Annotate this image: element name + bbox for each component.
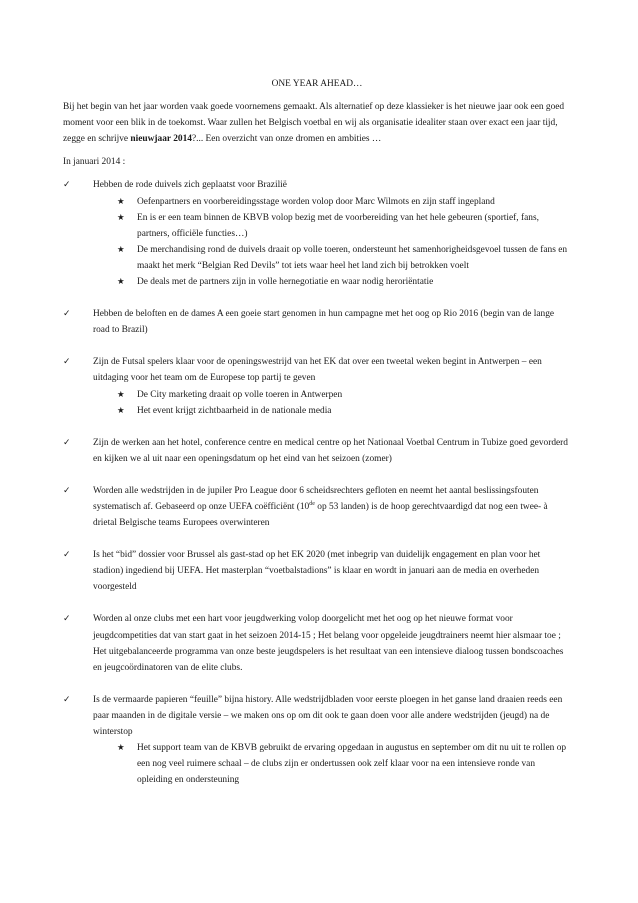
list-item-text: Hebben de beloften en de dames A een goeie start genomen in hun campagne met het oog op Rio 2016 (begin van de lange road to Brazil)	[93, 309, 555, 336]
ambitions-list	[63, 177, 571, 788]
intro-paragraph	[63, 99, 571, 147]
sub-list-item	[117, 242, 571, 274]
star-icon: ★	[117, 212, 125, 223]
sub-list-item	[117, 194, 571, 210]
sub-list-item-text: Het support team van de KBVB gebruikt de ervaring opgedaan in augustus en september om dit nu uit te rollen op een nog veel ruimere schaal – de clubs zijn er ondertussen ook zelf klaar voor na een intensieve ronde van opleiding en ondersteuning	[137, 743, 567, 786]
sub-list-item-text: En is er een team binnen de KBVB volop bezig met de voorbereiding van het hele gebeuren (sportief, fans, partners, officiële functies…)	[137, 212, 539, 239]
list-item	[63, 483, 571, 531]
check-icon: ✓	[63, 614, 71, 625]
sub-list-item	[117, 403, 571, 419]
sub-list-item-text: Het event krijgt zichtbaarheid in de nationale media	[137, 405, 332, 416]
star-icon: ★	[117, 244, 125, 255]
check-icon: ✓	[63, 309, 71, 320]
list-item	[63, 177, 571, 290]
intro-bold-text: nieuwjaar 2014	[130, 134, 192, 145]
sub-list-item-text: De City marketing draait op volle toeren in Antwerpen	[137, 389, 343, 400]
check-icon: ✓	[63, 694, 71, 705]
star-icon: ★	[117, 389, 125, 400]
star-icon: ★	[117, 743, 125, 754]
star-icon: ★	[117, 405, 125, 416]
sub-list	[93, 387, 571, 419]
list-item-text: Zijn de werken aan het hotel, conference centre en medical centre op het Nationaal Voetbal Centrum in Tubize goed gevorderd en kijken we al uit naar een openingsdatum op het eind van het seizoen (zomer)	[93, 437, 568, 464]
list-item	[63, 354, 571, 418]
list-item-text: Hebben de rode duivels zich geplaatst voor Brazilië	[93, 180, 287, 191]
check-icon: ✓	[63, 180, 71, 191]
star-icon: ★	[117, 277, 125, 288]
list-item-text: Worden al onze clubs met een hart voor jeugdwerking volop doorgelicht met het oog op het nieuwe format voor jeugdcompetities dat van start gaat in het seizoen 2014-15 ; Het belang voor opgeleide jeugdtrainers neemt hier alsmaar toe ; Het uitgebalanceerde programma van onze beste jeugdspelers is het resultaat van een intensieve dialoog tussen bondscoaches en jeugcoördinatoren van de elite clubs.	[93, 614, 564, 673]
list-item-text: Zijn de Futsal spelers klaar voor de openingswestrijd van het EK dat over een tweetal weken begint in Antwerpen – een uitdaging voor het team om de Europese top partij te geven	[93, 357, 542, 384]
sub-list	[93, 194, 571, 291]
superscript-text: de	[309, 500, 315, 507]
intro-text-end: ?... Een overzicht van onze dromen en ambities …	[191, 134, 382, 145]
list-item	[63, 692, 571, 789]
sub-list-item	[117, 740, 571, 788]
list-item-text-end: op 53 landen) is de hoop gerechtvaardigd dat nog een twee- à drietal Belgische teams Europees overwinteren	[93, 501, 548, 529]
sub-list-item	[117, 387, 571, 403]
list-item	[63, 611, 571, 675]
list-item-text-start: Worden alle wedstrijden in de jupiler Pro League door 6 scheidsrechters gefloten en neemt het aantal beslissingsfouten systematisch af. Gebaseerd op onze UEFA coëfficiënt (10	[93, 485, 539, 512]
sub-list-item-text: De merchandising rond de duivels draait op volle toeren, ondersteunt het samenhorigheidsgevoel tussen de fans en maakt het merk “Belgian Red Devils” tot iets waar heel het land zich bij betrokken voelt	[137, 244, 568, 271]
check-icon: ✓	[63, 485, 71, 496]
list-item-text	[93, 486, 548, 528]
sub-list-item	[117, 210, 571, 242]
list-item-text: Is de vermaarde papieren “feuille” bijna history. Alle wedstrijdbladen voor eerste ploegen in het ganse land draaien reeds een paar maanden in de digitale versie – we maken ons op om dit ook te gaan doen voor alle andere wedstrijden (jeugd) na de winterstop	[93, 694, 563, 737]
star-icon: ★	[117, 196, 125, 207]
document-page	[63, 76, 571, 804]
intro-text: Bij het begin van het jaar worden vaak goede voornemens gemaakt. Als alternatief op deze klassieker is het nieuwe jaar ook een goed moment voor een blik in de toekomst. Waar zullen het Belgisch voetbal en wij als organisatie idealiter staan over exact een jaar tijd, zegge en schrijve	[63, 102, 565, 145]
section-heading: In januari 2014 :	[63, 157, 126, 168]
sub-list	[93, 740, 571, 788]
list-item	[63, 435, 571, 467]
sub-list-item-text: Oefenpartners en voorbereidingsstage worden volop door Marc Wilmots en zijn staff ingepland	[137, 196, 495, 207]
sub-list-item	[117, 274, 571, 290]
sub-list-item-text: De deals met de partners zijn in volle hernegotiatie en waar nodig heroriëntatie	[137, 277, 434, 288]
check-icon: ✓	[63, 437, 71, 448]
page-title: ONE YEAR AHEAD…	[271, 79, 363, 89]
check-icon: ✓	[63, 550, 71, 561]
list-item	[63, 306, 571, 338]
list-item	[63, 547, 571, 595]
check-icon: ✓	[63, 357, 71, 368]
list-item-text: Is het “bid” dossier voor Brussel als gast-stad op het EK 2020 (met inbegrip van duidelijk engagement en plan voor het stadion) ingediend bij UEFA. Het masterplan “voetbalstadions” is klaar en wordt in januari aan de media en overheden voorgesteld	[93, 550, 541, 593]
